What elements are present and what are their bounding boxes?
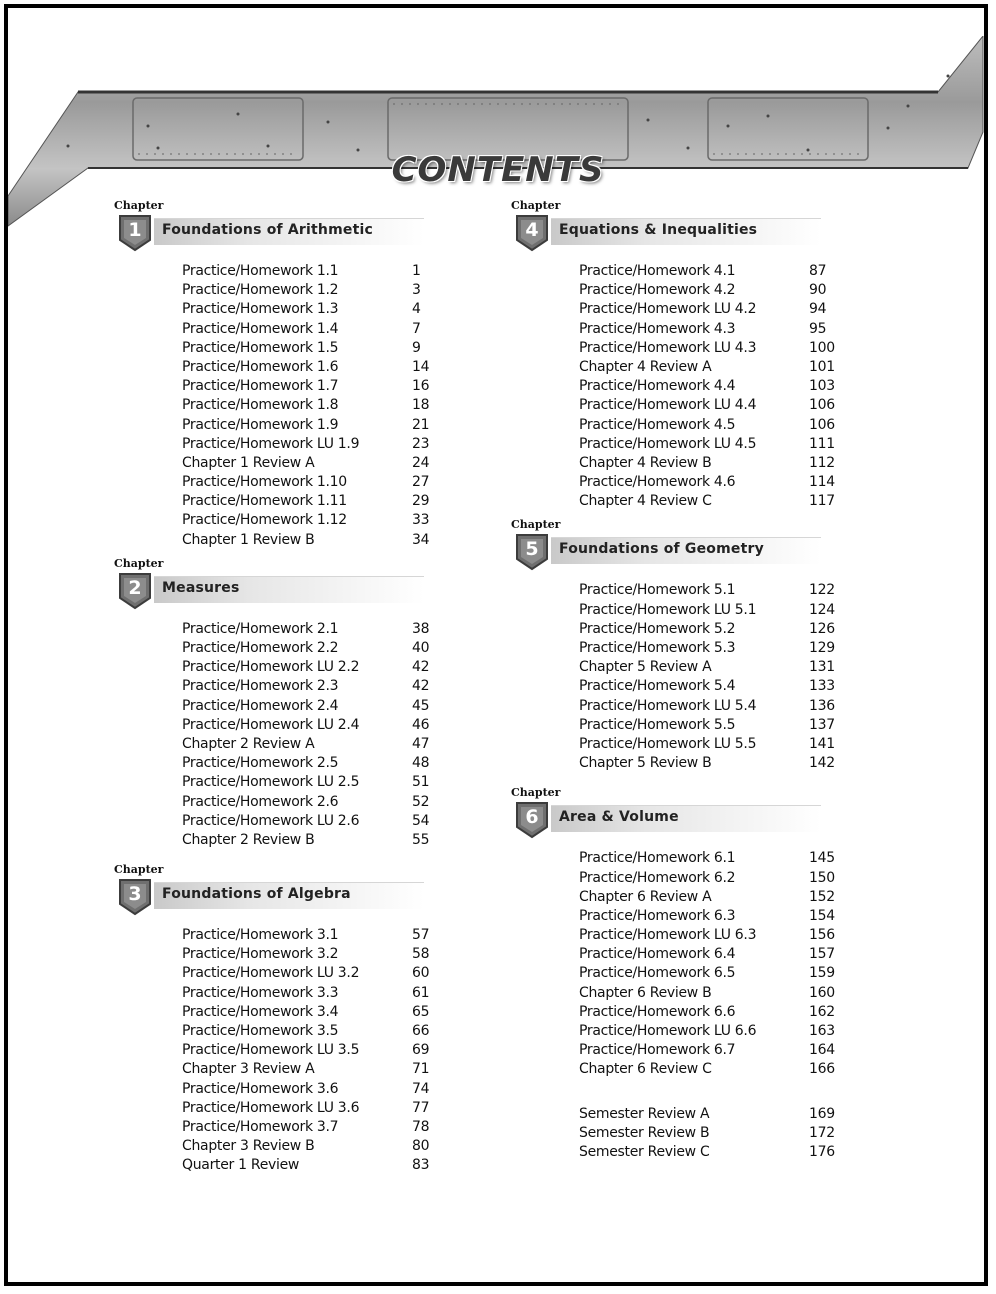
toc-entry[interactable] — [579, 984, 835, 1003]
entry-list — [182, 926, 434, 1175]
entry-name: Chapter 4 Review A — [579, 358, 712, 375]
entry-name: Practice/Homework 1.7 — [182, 378, 339, 395]
entry-name: Practice/Homework LU 2.5 — [182, 774, 360, 791]
chapter-label: Chapter — [511, 518, 561, 532]
toc-entry[interactable] — [182, 339, 434, 358]
entry-name: Practice/Homework 6.6 — [579, 1003, 736, 1020]
entry-page-number: 94 — [809, 301, 827, 318]
entry-name: Practice/Homework 3.7 — [182, 1118, 339, 1135]
chapter-title: Area & Volume — [559, 809, 679, 826]
entry-name: Practice/Homework LU 5.1 — [579, 601, 757, 618]
entry-name: Chapter 2 Review B — [182, 831, 315, 848]
toc-entry[interactable] — [579, 601, 835, 620]
entry-name: Practice/Homework 5.1 — [579, 582, 736, 599]
toc-entry[interactable] — [182, 697, 434, 716]
entry-name: Practice/Homework 2.3 — [182, 678, 339, 695]
entry-name: Practice/Homework 3.4 — [182, 1003, 339, 1020]
chapter-title: Equations & Inequalities — [559, 222, 758, 238]
entry-name: Practice/Homework 1.10 — [182, 474, 347, 491]
toc-entry[interactable] — [182, 716, 434, 735]
entry-page-number: 51 — [412, 774, 430, 791]
toc-entry[interactable] — [182, 358, 434, 377]
toc-entry[interactable] — [579, 754, 835, 773]
toc-entry[interactable] — [579, 1105, 835, 1124]
entry-page-number: 14 — [412, 358, 430, 375]
chapter-label: Chapter — [114, 863, 164, 877]
entry-page-number: 169 — [809, 1105, 835, 1122]
entry-page-number: 42 — [412, 659, 430, 676]
entry-page-number: 100 — [809, 339, 835, 356]
entry-name: Chapter 1 Review B — [182, 531, 315, 548]
entry-page-number: 112 — [809, 454, 835, 471]
entry-name: Practice/Homework 1.5 — [182, 339, 339, 356]
chapter-title: Foundations of Algebra — [162, 886, 351, 903]
entry-page-number: 54 — [412, 812, 430, 829]
entry-name: Chapter 4 Review C — [579, 493, 712, 510]
toc-entry[interactable] — [579, 1124, 835, 1143]
chapter-section — [511, 199, 835, 511]
toc-entry[interactable] — [182, 300, 434, 319]
entry-page-number: 156 — [809, 927, 835, 944]
toc-entry[interactable] — [579, 945, 835, 964]
toc-entry[interactable] — [579, 416, 835, 435]
chapter-number: 4 — [525, 219, 539, 241]
entry-name: Practice/Homework LU 3.2 — [182, 965, 360, 982]
section-gap — [511, 1080, 831, 1099]
chapter-number: 3 — [128, 883, 142, 906]
entry-name: Practice/Homework 2.1 — [182, 620, 339, 637]
entry-name: Practice/Homework 6.4 — [579, 946, 736, 963]
toc-entry[interactable] — [579, 320, 831, 339]
entry-name: Practice/Homework 4.6 — [579, 474, 736, 491]
entry-name: Practice/Homework 1.6 — [182, 358, 339, 375]
toc-entry[interactable] — [579, 358, 835, 377]
toc-entry[interactable] — [182, 773, 434, 792]
entry-page-number: 164 — [809, 1042, 835, 1059]
chapter-title: Foundations of Arithmetic — [162, 222, 373, 238]
entry-name: Practice/Homework LU 5.5 — [579, 735, 757, 752]
entry-name: Practice/Homework LU 4.3 — [579, 339, 757, 356]
entry-page-number: 65 — [412, 1003, 430, 1020]
entry-page-number: 141 — [809, 735, 835, 752]
toc-entry[interactable] — [579, 697, 835, 716]
entry-name: Practice/Homework LU 1.9 — [182, 435, 360, 452]
toc-column-left — [114, 200, 434, 1176]
section-gap — [114, 850, 434, 864]
toc-entry[interactable] — [579, 1060, 835, 1079]
toc-entry[interactable] — [579, 396, 835, 415]
entry-page-number: 101 — [809, 358, 835, 375]
toc-entry[interactable] — [182, 416, 434, 435]
chapter-header — [511, 531, 831, 575]
entry-name: Practice/Homework 3.2 — [182, 946, 339, 963]
toc-entry[interactable] — [182, 492, 434, 511]
toc-entry[interactable] — [182, 1003, 434, 1022]
entry-page-number: 33 — [412, 512, 430, 529]
chapter-title: Foundations of Geometry — [559, 541, 764, 558]
entry-name: Practice/Homework LU 2.4 — [182, 716, 360, 733]
chapter-header — [114, 570, 434, 614]
entry-page-number: 150 — [809, 869, 835, 886]
entry-page-number: 69 — [412, 1042, 430, 1059]
toc-entry[interactable] — [579, 907, 835, 926]
chapter-number: 2 — [128, 576, 142, 599]
entry-page-number: 126 — [809, 620, 835, 637]
entry-name: Practice/Homework LU 4.2 — [579, 301, 757, 318]
toc-entry[interactable] — [182, 1156, 434, 1175]
toc-entry[interactable] — [579, 620, 835, 639]
chapter-number: 6 — [525, 806, 539, 829]
semester-review-list — [579, 1105, 835, 1163]
entry-name: Practice/Homework 1.9 — [182, 416, 339, 433]
entry-page-number: 166 — [809, 1061, 835, 1078]
toc-entry[interactable] — [579, 1143, 835, 1162]
chapter-header — [114, 876, 434, 920]
toc-entry[interactable] — [579, 849, 835, 868]
entry-name: Practice/Homework 2.5 — [182, 755, 339, 772]
entry-name: Practice/Homework 6.1 — [579, 850, 736, 867]
entry-page-number: 40 — [412, 640, 430, 656]
entry-name: Practice/Homework 1.8 — [182, 397, 339, 414]
toc-column-right — [511, 199, 835, 1162]
entry-page-number: 9 — [412, 339, 421, 356]
entry-page-number: 160 — [809, 984, 835, 1001]
toc-entry[interactable] — [182, 677, 434, 696]
chapter-header — [511, 212, 831, 256]
entry-name: Practice/Homework LU 6.3 — [579, 927, 757, 944]
entry-page-number: 48 — [412, 755, 430, 772]
entry-page-number: 137 — [809, 716, 835, 733]
entry-page-number: 106 — [809, 397, 835, 414]
toc-entry[interactable] — [579, 377, 835, 396]
toc-entry[interactable] — [182, 831, 434, 850]
toc-entry[interactable] — [182, 793, 434, 812]
entry-page-number: 71 — [412, 1061, 430, 1078]
chapter-label: Chapter — [511, 786, 561, 800]
entry-page-number: 52 — [412, 793, 430, 810]
entry-page-number: 145 — [809, 850, 835, 867]
entry-page-number: 61 — [412, 984, 430, 1001]
entry-page-number: 45 — [412, 697, 430, 714]
entry-page-number: 29 — [412, 493, 430, 510]
entry-page-number: 58 — [412, 946, 430, 963]
toc-entry[interactable] — [579, 262, 831, 281]
entry-page-number: 3 — [412, 282, 421, 299]
toc-entry[interactable] — [579, 926, 835, 945]
chapter-number: 5 — [525, 538, 539, 561]
toc-entry[interactable] — [182, 735, 434, 754]
entry-name: Practice/Homework 1.11 — [182, 493, 347, 510]
entry-page-number: 152 — [809, 888, 835, 905]
toc-entry[interactable] — [182, 377, 434, 396]
toc-entry[interactable] — [579, 435, 835, 454]
entry-name: Practice/Homework LU 3.5 — [182, 1042, 360, 1059]
chapter-label: Chapter — [511, 199, 561, 212]
chapter-number: 1 — [128, 219, 142, 241]
entry-name: Practice/Homework 1.2 — [182, 282, 339, 299]
toc-entry[interactable] — [182, 1060, 434, 1079]
entry-list — [182, 620, 434, 850]
entry-page-number: 55 — [412, 831, 430, 848]
toc-entry[interactable] — [182, 511, 434, 530]
entry-page-number: 124 — [809, 601, 835, 618]
entry-page-number: 163 — [809, 1023, 835, 1039]
entry-name: Practice/Homework 3.3 — [182, 984, 339, 1001]
toc-entry[interactable] — [182, 1041, 434, 1060]
entry-name: Practice/Homework 1.1 — [182, 263, 339, 279]
toc-entry[interactable] — [182, 531, 434, 550]
entry-name: Chapter 5 Review A — [579, 659, 712, 676]
entry-name: Practice/Homework 5.5 — [579, 716, 736, 733]
entry-name: Semester Review B — [579, 1124, 710, 1141]
toc-entry[interactable] — [579, 888, 835, 907]
entry-list — [579, 262, 835, 511]
entry-page-number: 16 — [412, 378, 430, 395]
entry-page-number: 1 — [412, 263, 421, 279]
entry-page-number: 42 — [412, 678, 430, 695]
entry-page-number: 133 — [809, 678, 835, 695]
entry-page-number: 38 — [412, 620, 430, 637]
page-title: CONTENTS — [391, 150, 605, 190]
entry-name: Practice/Homework 2.2 — [182, 640, 339, 656]
entry-name: Chapter 6 Review A — [579, 888, 712, 905]
toc-entry[interactable] — [182, 1022, 434, 1041]
toc-entry[interactable] — [182, 454, 434, 473]
entry-page-number: 129 — [809, 640, 835, 656]
toc-entry[interactable] — [182, 964, 434, 983]
entry-list — [579, 581, 835, 773]
toc-entry[interactable] — [182, 1099, 434, 1118]
entry-name: Chapter 1 Review A — [182, 454, 315, 471]
entry-page-number: 142 — [809, 755, 835, 772]
toc-entry[interactable] — [579, 964, 835, 983]
chapter-section — [114, 200, 434, 550]
toc-entry[interactable] — [182, 754, 434, 773]
entry-page-number: 66 — [412, 1023, 430, 1039]
section-gap — [511, 773, 831, 787]
entry-name: Practice/Homework 4.3 — [579, 320, 736, 337]
entry-name: Chapter 3 Review B — [182, 1138, 315, 1155]
toc-entry[interactable] — [579, 581, 835, 600]
toc-entry[interactable] — [182, 396, 434, 415]
entry-name: Practice/Homework 1.3 — [182, 301, 339, 318]
entry-name: Semester Review A — [579, 1105, 710, 1122]
entry-name: Practice/Homework LU 2.2 — [182, 659, 360, 676]
entry-page-number: 21 — [412, 416, 430, 433]
toc-entry[interactable] — [579, 454, 835, 473]
entry-page-number: 131 — [809, 659, 835, 676]
toc-entry[interactable] — [182, 262, 434, 281]
entry-name: Practice/Homework 3.6 — [182, 1080, 339, 1097]
chapter-section — [114, 864, 434, 1175]
entry-page-number: 111 — [809, 435, 835, 452]
toc-entry[interactable] — [182, 812, 434, 831]
entry-name: Practice/Homework 5.3 — [579, 640, 736, 656]
entry-page-number: 18 — [412, 397, 430, 414]
entry-page-number: 4 — [412, 301, 421, 318]
chapter-label: Chapter — [114, 556, 164, 570]
entry-name: Practice/Homework 6.2 — [579, 869, 736, 886]
entry-page-number: 27 — [412, 474, 430, 491]
toc-entry[interactable] — [182, 658, 434, 677]
entry-name: Practice/Homework 6.3 — [579, 907, 736, 924]
toc-entry[interactable] — [182, 281, 434, 300]
entry-name: Practice/Homework LU 2.6 — [182, 812, 360, 829]
entry-list — [182, 262, 434, 550]
entry-list — [579, 849, 835, 1079]
chapter-title: Measures — [162, 579, 240, 596]
entry-name: Chapter 3 Review A — [182, 1061, 315, 1078]
entry-page-number: 83 — [412, 1157, 430, 1174]
toc-entry[interactable] — [579, 492, 835, 511]
entry-name: Practice/Homework 6.5 — [579, 965, 736, 982]
entry-page-number: 60 — [412, 965, 430, 982]
entry-page-number: 136 — [809, 697, 835, 714]
toc-entry[interactable] — [579, 869, 835, 888]
entry-page-number: 106 — [809, 416, 835, 433]
entry-name: Practice/Homework 5.2 — [579, 620, 736, 637]
toc-entry[interactable] — [182, 945, 434, 964]
toc-entry[interactable] — [182, 435, 434, 454]
entry-name: Practice/Homework 3.5 — [182, 1023, 339, 1039]
toc-entry[interactable] — [182, 1080, 434, 1099]
entry-name: Practice/Homework LU 6.6 — [579, 1023, 757, 1039]
entry-page-number: 122 — [809, 582, 835, 599]
entry-name: Practice/Homework 3.1 — [182, 927, 339, 944]
entry-page-number: 95 — [809, 320, 827, 337]
entry-page-number: 74 — [412, 1080, 430, 1097]
entry-name: Chapter 2 Review A — [182, 735, 315, 752]
entry-page-number: 78 — [412, 1118, 430, 1135]
entry-name: Practice/Homework 4.4 — [579, 378, 736, 395]
entry-name: Practice/Homework LU 4.5 — [579, 435, 757, 452]
entry-name: Practice/Homework LU 5.4 — [579, 697, 757, 714]
entry-page-number: 114 — [809, 474, 835, 491]
entry-name: Practice/Homework 4.2 — [579, 282, 736, 299]
entry-page-number: 23 — [412, 435, 430, 452]
entry-name: Chapter 6 Review C — [579, 1061, 712, 1078]
toc-entry[interactable] — [579, 473, 835, 492]
entry-name: Practice/Homework 2.6 — [182, 793, 339, 810]
entry-name: Chapter 6 Review B — [579, 984, 712, 1001]
toc-entry[interactable] — [579, 1041, 835, 1060]
toc-entry[interactable] — [579, 658, 835, 677]
entry-page-number: 24 — [412, 454, 430, 471]
entry-name: Practice/Homework 5.4 — [579, 678, 736, 695]
toc-entry[interactable] — [182, 473, 434, 492]
entry-page-number: 162 — [809, 1003, 835, 1020]
toc-entry[interactable] — [182, 320, 434, 339]
entry-page-number: 176 — [809, 1143, 835, 1160]
entry-page-number: 7 — [412, 320, 421, 337]
entry-page-number: 103 — [809, 378, 835, 395]
entry-name: Practice/Homework 4.1 — [579, 263, 736, 279]
chapter-header — [114, 212, 434, 256]
toc-entry[interactable] — [579, 339, 835, 358]
toc-entry[interactable] — [182, 620, 434, 639]
entry-name: Practice/Homework 1.12 — [182, 512, 347, 529]
toc-entry[interactable] — [182, 1137, 434, 1156]
toc-entry[interactable] — [579, 735, 835, 754]
entry-page-number: 172 — [809, 1124, 835, 1141]
entry-name: Chapter 4 Review B — [579, 454, 712, 471]
toc-entry[interactable] — [579, 716, 835, 735]
entry-page-number: 80 — [412, 1138, 430, 1155]
toc-entry[interactable] — [579, 1022, 835, 1041]
entry-name: Chapter 5 Review B — [579, 755, 712, 772]
toc-entry[interactable] — [579, 639, 835, 658]
entry-page-number: 117 — [809, 493, 835, 510]
toc-entry[interactable] — [182, 926, 434, 945]
entry-page-number: 47 — [412, 735, 430, 752]
chapter-label: Chapter — [114, 199, 164, 212]
entry-name: Practice/Homework LU 4.4 — [579, 397, 757, 414]
entry-page-number: 90 — [809, 282, 827, 299]
toc-entry[interactable] — [182, 984, 434, 1003]
toc-entry[interactable] — [579, 281, 831, 300]
entry-page-number: 157 — [809, 946, 835, 963]
entry-page-number: 87 — [809, 263, 827, 279]
toc-entry[interactable] — [579, 300, 831, 319]
entry-name: Practice/Homework LU 3.6 — [182, 1099, 360, 1116]
entry-page-number: 34 — [412, 531, 430, 548]
chapter-section — [511, 786, 835, 1079]
entry-page-number: 159 — [809, 965, 835, 982]
entry-page-number: 46 — [412, 716, 430, 733]
entry-name: Practice/Homework 1.4 — [182, 320, 339, 337]
toc-entry[interactable] — [579, 677, 835, 696]
entry-page-number: 77 — [412, 1099, 430, 1116]
chapter-header — [511, 799, 831, 843]
entry-name: Quarter 1 Review — [182, 1157, 300, 1174]
toc-entry[interactable] — [579, 1003, 835, 1022]
entry-name: Practice/Homework 6.7 — [579, 1042, 736, 1059]
chapter-section — [114, 558, 434, 850]
entry-name: Semester Review C — [579, 1143, 710, 1160]
entry-name: Practice/Homework 2.4 — [182, 697, 339, 714]
toc-entry[interactable] — [182, 1118, 434, 1137]
toc-entry[interactable] — [182, 639, 434, 658]
chapter-section — [511, 518, 835, 773]
entry-page-number: 154 — [809, 907, 835, 924]
entry-name: Practice/Homework 4.5 — [579, 416, 736, 433]
entry-page-number: 57 — [412, 927, 430, 944]
